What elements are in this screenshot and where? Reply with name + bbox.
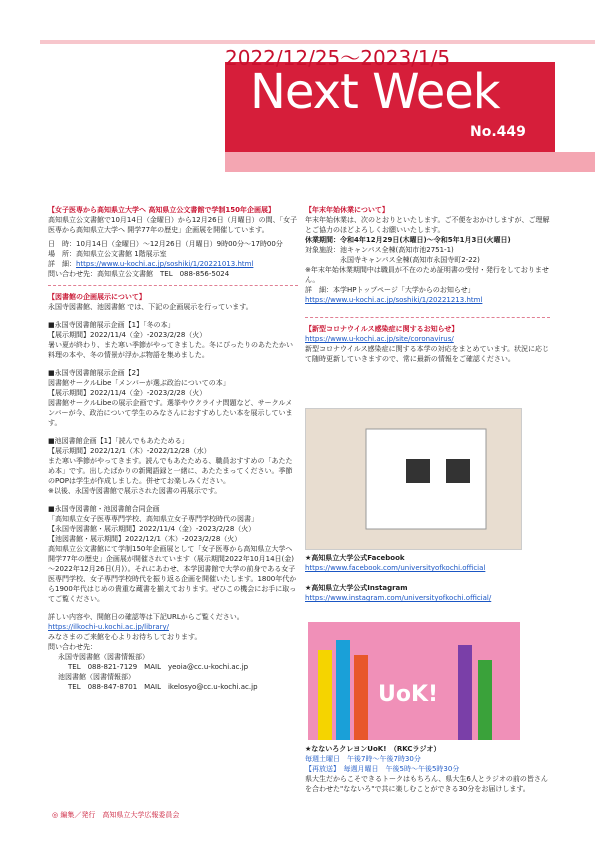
exhibit-body: 高知県立公文書館で10月14日（金曜日）から12月26日（月曜日）の間、「女子医専から高知県立大学へ 開学77年の歴史」企画展を開催しています。 [48, 216, 298, 234]
right-column-top [305, 205, 550, 364]
left-column [48, 205, 298, 692]
crayon-purple [458, 645, 472, 740]
radio-time-2: 【再放送】 毎週月曜日 午後5時～午後5時30分 [305, 765, 460, 773]
title-accent-side [555, 152, 595, 172]
library-c-note: ※以後、永国寺図書館で展示された図書の再展示です。 [48, 487, 222, 495]
radio-info [305, 744, 550, 794]
crayon-orange [354, 655, 368, 740]
library-link[interactable]: https://ilkochi-u.kochi.ac.jp/library/ [48, 623, 170, 631]
exhibit-heading: 【女子医専から高知県立大学へ 高知県立公文書館で学制150年企画展】 [48, 206, 276, 214]
holiday-note: ※年末年始休業期間中は職員が不在のため証明書の受付・発行をしておりません。 [305, 266, 549, 284]
exhibit-detail: 詳 細：https://www.u-kochi.ac.jp/soshiki/1/20221013.html [48, 260, 254, 268]
radio-photo [308, 622, 520, 740]
title-accent [225, 152, 555, 172]
library-contact-label: 問い合わせ先： [48, 643, 97, 651]
library-a-period: 【展示期間】2022/11/4（金）-2023/2/28（火） [48, 331, 207, 339]
facebook-label: ★高知県立大学公式Facebook [305, 554, 405, 562]
library-d-sub: 「高知県立女子医専専門学校、高知県立女子専門学校時代の図書」 [48, 515, 258, 523]
holiday-target: 対象施設：池キャンパス全棟(高知市池2751-1) [305, 246, 454, 254]
issue-number: No.449 [470, 124, 526, 140]
instagram-link[interactable]: https://www.instagram.com/universityofkochi.official/ [305, 594, 492, 602]
library-b-body: 図書館サークルLibeの展示企画です。選挙やウクライナ問題など、サークルメンバーが今、政治について学生のみなさんにおすすめしたい本を展示しています。 [48, 399, 293, 427]
holiday-target-2: 永国寺キャンパス全棟(高知市永国寺町2-22) [305, 256, 480, 264]
social-media-photo [305, 408, 522, 550]
crayon-blue [336, 640, 350, 740]
date-range: 2022/12/25～2023/1/5 [225, 46, 451, 70]
library-contact-1-info: TEL 088-821-7129 MAIL yeoia@cc.u-kochi.ac.jp [68, 663, 249, 671]
radio-body: 県大生だからこそできるトークはもちろん、県大生6人とラジオの前の皆さんを合わせた"なないろ"で共に楽しむことができる30分をお届けします。 [305, 775, 548, 793]
covid-link[interactable]: https://www.u-kochi.ac.jp/site/coronavirus/ [305, 335, 454, 343]
instagram-label: ★高知県立大学公式Instagram [305, 584, 408, 592]
crayon-green [478, 660, 492, 740]
library-d-period1: 【永国寺図書館・展示期間】2022/11/4（金）-2023/2/28（火） [48, 525, 256, 533]
holiday-heading: 【年末年始休業について】 [305, 206, 389, 214]
library-d-body: 高知県立公文書館にて学制150年企画展として「女子医専から高知県立大学へ 開学77年の歴史」企画展が開催されています（展示期間2022年10月14日(金)～2022年12月26日(月)）。それにあわせ、本学図書館で大学の前身である女子医専門学校、女子専門学校時代を振り返る企画を開催いたします。1800年代から1900年代はじめの貴重な蔵書を揃えております。ぜひこの機会にお手に取ってご覧ください。 [48, 545, 297, 603]
holiday-detail: 詳 細：本学HPトップページ「大学からのお知らせ」 [305, 286, 475, 294]
holiday-body: 年末年始休業は、次のとおりといたします。ご不便をおかけしますが、ご理解とご協力のほどよろしくお願いいたします。 [305, 216, 550, 234]
library-contact-2-info: TEL 088-847-8701 MAIL ikelosyo@cc.u-kochi.ac.jp [68, 683, 258, 691]
footer [52, 810, 179, 820]
exhibit-place: 場 所：高知県立公文書館 1階展示室 [48, 250, 167, 258]
library-d-period2: 【池図書館・展示期間】2022/12/1（木）-2023/2/28（火） [48, 535, 242, 543]
covid-heading: 【新型コロナウイルス感染症に関するお知らせ】 [305, 325, 459, 333]
social-links [305, 553, 550, 603]
library-intro: 永国寺図書館、池図書館 では、下記の企画展示を行っています。 [48, 303, 253, 311]
library-a-title: ■永国寺図書館展示企画【1】「冬の本」 [48, 321, 175, 329]
exhibit-contact: 問い合わせ先：高知県立公文書館 TEL 088-856-5024 [48, 270, 230, 278]
exhibit-detail-link[interactable]: https://www.u-kochi.ac.jp/soshiki/1/20221013.html [76, 260, 254, 268]
library-c-body: また寒い季節がやってきます。読んでもあたためる、職員おすすめの「あたため本」です。出したばかりの新聞語録と一緒に、あたたまってください。季節のPOPは学生が作成しました。併せてお楽しみください。 [48, 457, 293, 485]
holiday-period: 休業期間：令和4年12月29日(木曜日)～令和5年1月3日(火曜日) [305, 236, 511, 244]
library-b-title: ■永国寺図書館展示企画【2】 [48, 369, 144, 377]
library-wait: みなさまのご来館を心よりお待ちしております。 [48, 633, 202, 641]
card-illustration [306, 409, 521, 549]
radio-time-1: 毎週土曜日 午後7時～午後7時30分 [305, 755, 421, 763]
holiday-link[interactable]: https://www.u-kochi.ac.jp/soshiki/1/20221213.html [305, 296, 483, 304]
exhibit-date: 日 時：10月14日（金曜日）～12月26日（月曜日）9時00分～17時00分 [48, 240, 283, 248]
newsletter-title: Next Week [250, 64, 500, 120]
library-heading: 【図書館の企画展示について】 [48, 293, 146, 301]
library-contact-2-name: 池図書館（図書情報部） [58, 673, 135, 681]
crayon-yellow [318, 650, 332, 740]
library-c-period: 【展示期間】2022/12/1（木）-2022/12/28（水） [48, 447, 211, 455]
library-a-body: 暑い夏が終わり、また寒い季節がやってきました。冬にぴったりのあたたかい料理の本や、冬の情景が浮かぶ物語を集めました。 [48, 341, 293, 359]
footer-logo-icon: ◎ [52, 811, 59, 819]
covid-body: 新型コロナウイルス感染症に関する本学の対応をまとめています。状況に応じて随時更新していきますので、常に最新の情報をご確認ください。 [305, 345, 550, 363]
radio-title: ★なないろクレヨンUoK! （RKCラジオ） [305, 745, 441, 753]
library-more: 詳しい内容や、開館日の確認等は下記URLからご覧ください。 [48, 613, 244, 621]
radio-logo-text: UoK! [378, 682, 439, 707]
facebook-link[interactable]: https://www.facebook.com/universityofkochi.official [305, 564, 486, 572]
library-d-title: ■永国寺図書館・池図書館合同企画 [48, 505, 160, 513]
library-b-period: 【展示期間】2022/11/4（金）-2023/2/28（火） [48, 389, 207, 397]
footer-text: 編集／発行 高知県立大学広報委員会 [60, 811, 180, 819]
library-contact-1-name: 永国寺図書館（図書情報部） [58, 653, 149, 661]
library-b-sub: 図書館サークルLibe「メンバーが選ぶ政治についての本」 [48, 379, 230, 387]
library-c-title: ■池図書館企画【1】「読んでもあたためる」 [48, 437, 189, 445]
